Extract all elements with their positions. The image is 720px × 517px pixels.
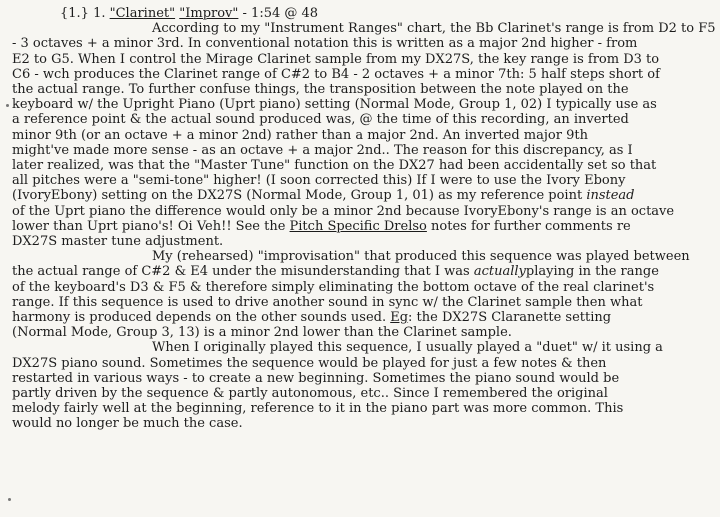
- paragraph-2: [12, 249, 710, 340]
- paragraph-1: [12, 21, 716, 250]
- text-line: According to my "Instrument Ranges" chart, the Bb Clarinet's range is from D2 to F5: [152, 21, 716, 37]
- duration-tempo: - 1:54 @ 48: [238, 6, 319, 21]
- text-line: DX27S master tune adjustment.: [12, 234, 224, 250]
- text-line: range. If this sequence is used to drive another sound in sync w/ the Clarinet sample then what: [12, 294, 643, 310]
- italic-word: instead: [586, 188, 635, 204]
- text-line: [12, 264, 710, 279]
- paragraph-3: [12, 340, 710, 431]
- text-line: melody fairly well at the beginning, reference to it in the piano part was more common. This: [12, 401, 624, 417]
- text-line: When I originally played this sequence, I usually played a "duet" w/ it using a: [152, 340, 663, 356]
- title-improv: "Improv": [179, 6, 239, 21]
- text-line: [12, 310, 710, 325]
- text-line: minor 9th (or an octave + a minor 2nd) rather than a major 2nd. An inverted major 9th: [12, 127, 588, 143]
- scan-speck: [8, 498, 11, 501]
- text-line: C6 - wch produces the Clarinet range of C#2 to B4 - 2 octaves + a minor 7th: 5 half steps short of: [12, 66, 660, 82]
- text-line: DX27S piano sound. Sometimes the sequence would be played for just a few notes & then: [12, 355, 607, 371]
- text-line: [12, 219, 710, 234]
- text-line: restarted in various ways - to create a new beginning. Sometimes the piano sound would be: [12, 370, 620, 386]
- section-number: {1.} 1.: [60, 6, 106, 21]
- text-line: - 3 octaves + a minor 3rd. In conventional notation this is written as a major 2nd higher - from: [12, 36, 638, 52]
- text-line: would no longer be much the case.: [12, 416, 243, 432]
- text-segment: playing in the range: [525, 264, 659, 280]
- text-segment: the actual range of C#2 & E4 under the misunderstanding that I was: [12, 264, 470, 280]
- text-line: My (rehearsed) "improvisation" that produced this sequence was played between: [152, 249, 690, 265]
- text-line: might've made more sense - as an octave + a major 2nd.. The reason for this discrepancy, as I: [12, 142, 633, 158]
- text-line: later realized, was that the "Master Tune" function on the DX27 had been accidentally set so that: [12, 158, 657, 174]
- text-segment: (IvoryEbony) setting on the DX27S (Normal Mode, Group 1, 01) as my reference point: [12, 188, 583, 204]
- text-segment: : the DX27S Claranette setting: [408, 310, 612, 326]
- text-line: the actual range. To further confuse things, the transposition between the note played on the: [12, 82, 629, 98]
- text-line: E2 to G5. When I control the Mirage Clarinet sample from my DX27S, the key range is from D3 to: [12, 51, 660, 67]
- text-line: a reference point & the actual sound produced was, @ the time of this recording, an inverted: [12, 112, 629, 128]
- title-clarinet: "Clarinet": [109, 6, 176, 21]
- text-line: [12, 188, 710, 203]
- text-line: of the Uprt piano the difference would only be a minor 2nd because IvoryEbony's range is an octave: [12, 203, 675, 219]
- text-segment: lower than Uprt piano's! Oi Veh!! See the: [12, 218, 286, 234]
- text-segment: harmony is produced depends on the other sounds used.: [12, 310, 387, 326]
- eg-label: Eg: [390, 310, 409, 326]
- text-line: partly driven by the sequence & partly autonomous, etc.. Since I remembered the original: [12, 386, 608, 402]
- text-line: (Normal Mode, Group 3, 13) is a minor 2nd lower than the Clarinet sample.: [12, 325, 512, 341]
- text-segment: notes for further comments re: [431, 218, 631, 234]
- text-line: keyboard w/ the Upright Piano (Uprt piano) setting (Normal Mode, Group 1, 02) I typically use as: [12, 97, 657, 113]
- italic-word: actually: [473, 264, 526, 280]
- section-heading: [12, 6, 710, 21]
- scan-speck: [6, 104, 9, 107]
- text-line: all pitches were a "semi-tone" higher! (I soon corrected this) If I were to use the Ivory Ebony: [12, 173, 626, 189]
- pitch-specific-drelso-link[interactable]: Pitch Specific Drelso: [289, 218, 427, 234]
- text-line: of the keyboard's D3 & F5 & therefore simply eliminating the bottom octave of the real clarinet's: [12, 279, 655, 295]
